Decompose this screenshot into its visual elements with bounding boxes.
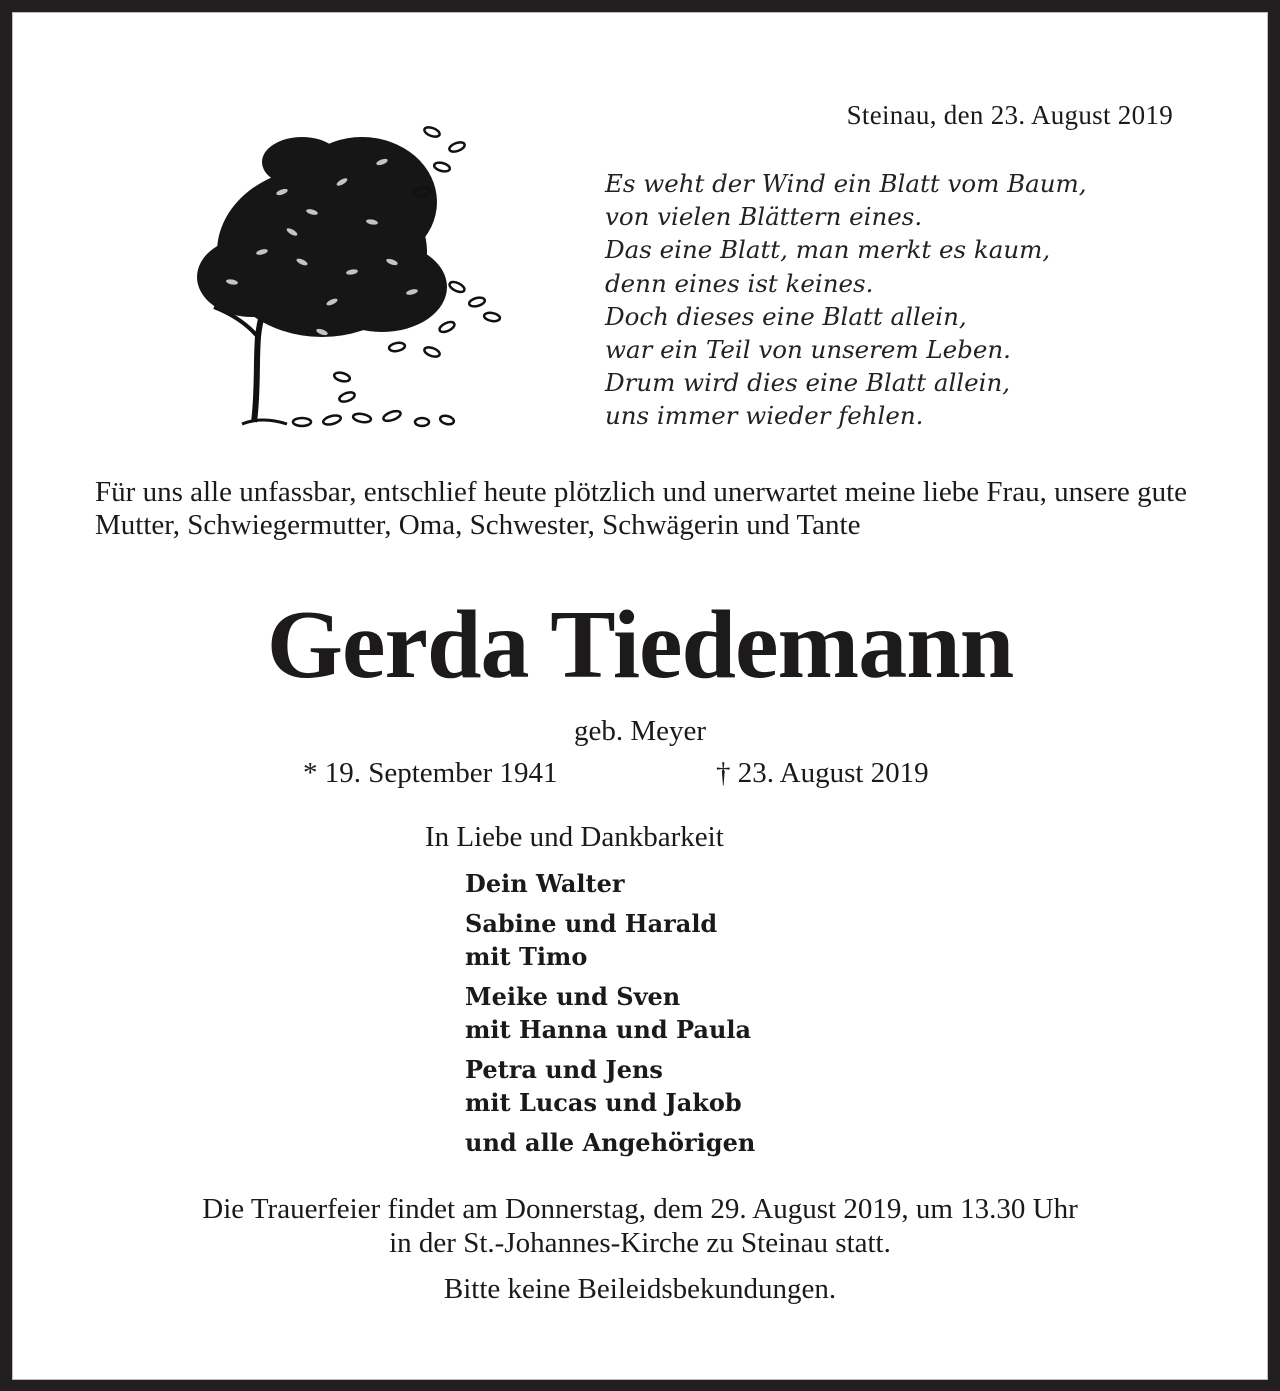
- condolence-note: Bitte keine Beileidsbekundungen.: [443, 1273, 837, 1305]
- poem-line: Drum wird dies eine Blatt allein,: [605, 368, 1011, 398]
- poem-line: war ein Teil von unserem Leben.: [605, 335, 1011, 365]
- mourners-list: [465, 867, 755, 1165]
- obituary-notice: [12, 12, 1268, 1380]
- mourner-group: [465, 1126, 755, 1160]
- mourner-line: mit Timo: [465, 942, 588, 971]
- mourner-group: [465, 907, 755, 974]
- mourner-line: Dein Walter: [465, 869, 625, 898]
- death-date: † 23. August 2019: [716, 757, 929, 789]
- poem-line: Es weht der Wind ein Blatt vom Baum,: [605, 169, 1087, 198]
- poem-line: denn eines ist keines.: [605, 268, 874, 298]
- mourner-line: und alle Angehörigen: [465, 1127, 756, 1157]
- birth-date: * 19. September 1941: [303, 757, 558, 789]
- maiden-name: geb. Meyer: [573, 715, 707, 747]
- mourner-line: Petra und Jens: [465, 1054, 663, 1084]
- mourner-group: [465, 980, 755, 1047]
- dedication: In Liebe und Dankbarkeit: [425, 821, 724, 853]
- poem-line: von vielen Blättern eines.: [605, 202, 923, 232]
- mourner-line: Meike und Sven: [465, 981, 681, 1011]
- tree-with-falling-leaves-icon: [192, 102, 522, 432]
- mourner-line: Sabine und Harald: [465, 908, 718, 938]
- mourner-group: [465, 867, 755, 901]
- funeral-line: in der St.-Johannes-Kirche zu Steinau statt.: [389, 1227, 891, 1259]
- mourner-group: [465, 1053, 755, 1120]
- intro-paragraph: Für uns alle unfassbar, entschlief heute plötzlich und unerwartet meine liebe Frau, unsere gute Mutter, Schwiegermutter, Oma, Schwester, Schwägerin und Tante: [95, 476, 1187, 541]
- poem-line: uns immer wieder fehlen.: [605, 401, 924, 431]
- poem-line: Das eine Blatt, man merkt es kaum,: [605, 235, 1051, 265]
- deceased-name: Gerda Tiedemann: [266, 591, 1014, 699]
- poem-line: Doch dieses eine Blatt allein,: [605, 301, 967, 331]
- place-and-date: Steinau, den 23. August 2019: [846, 100, 1173, 130]
- funeral-line: Die Trauerfeier findet am Donnerstag, dem 29. August 2019, um 13.30 Uhr: [202, 1193, 1078, 1225]
- mourner-line: mit Lucas und Jakob: [465, 1088, 742, 1117]
- funeral-info: [12, 1192, 1268, 1260]
- poem: [605, 167, 1087, 433]
- mourner-line: mit Hanna und Paula: [465, 1015, 752, 1044]
